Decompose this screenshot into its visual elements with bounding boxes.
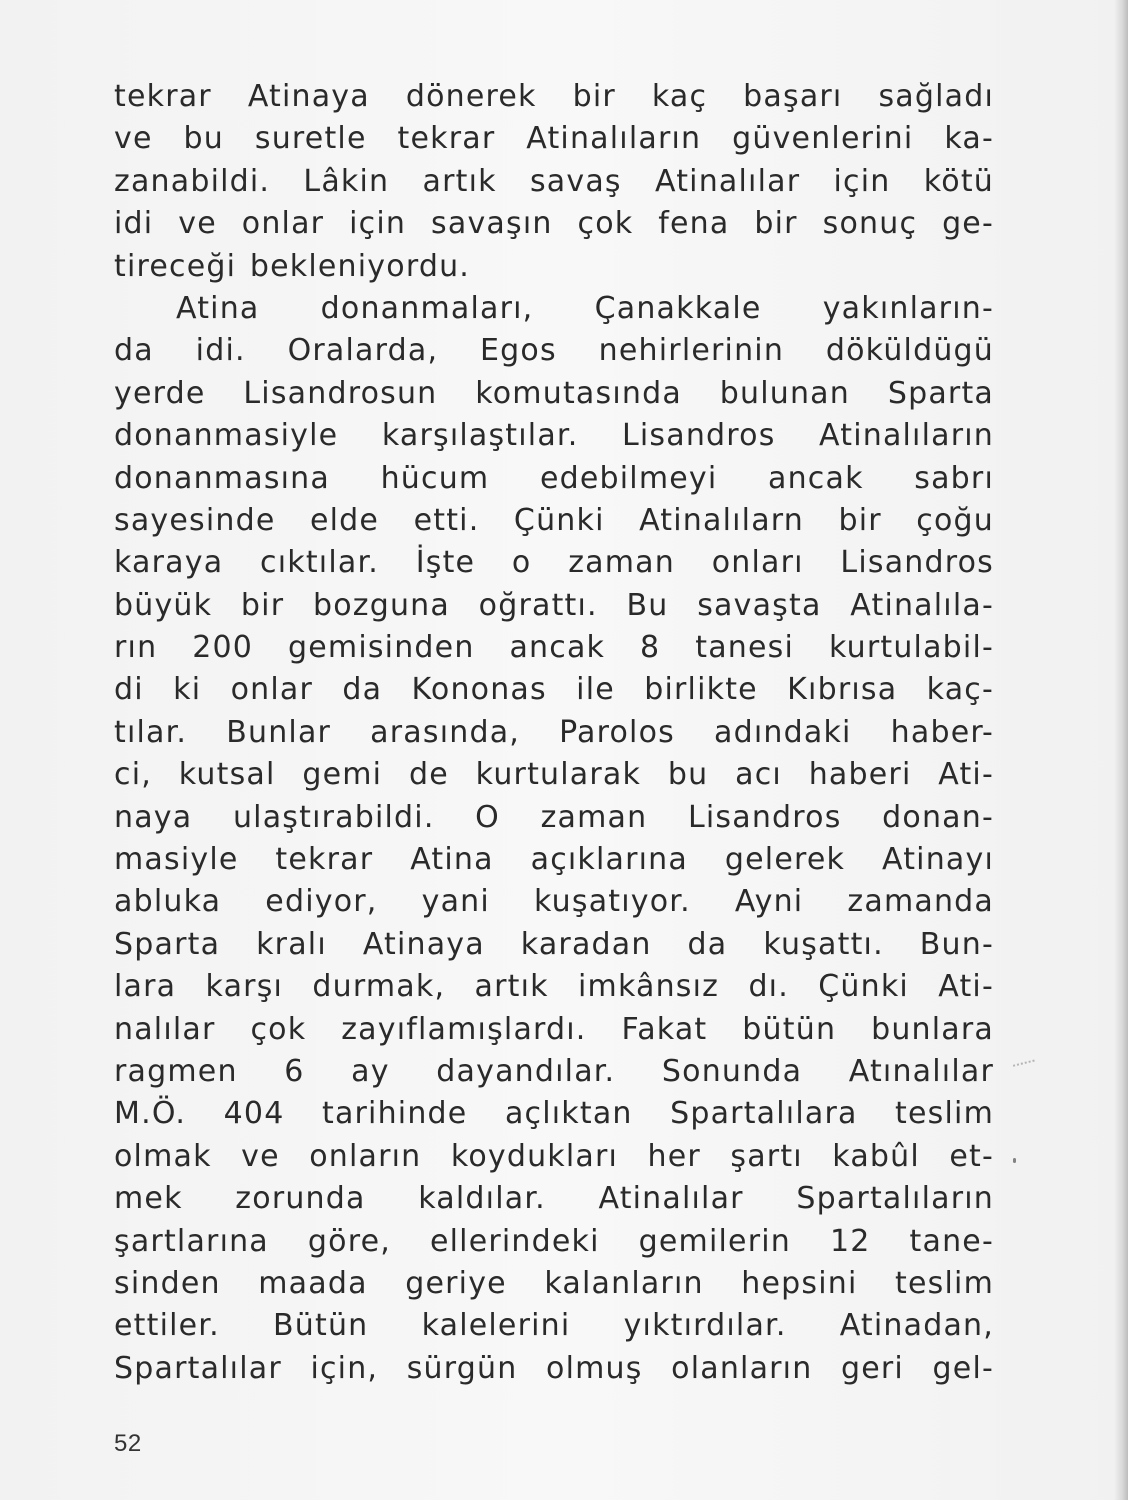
text-line: büyük bir bozguna oğrattı. Bu savaşta Atinalıla- [114,587,994,623]
text-line: yerde Lisandrosun komutasında bulunan Sparta [114,375,994,411]
text-line: Spartalılar için, sürgün olmuş olanların geri gel- [114,1350,994,1386]
page-edge-shadow [1114,0,1128,1500]
text-line: donanmasiyle karşılaştılar. Lisandros Atinalıların [114,418,994,454]
text-line: ragmen 6 ay dayandılar. Sonunda Atınalılar [114,1053,994,1089]
text-line: tekrar Atinaya dönerek bir kaç başarı sağladı [114,79,994,114]
text-line: sinden maada geriye kalanların hepsini teslim [114,1265,994,1301]
text-line: Atina donanmaları, Çanakkale yakınların- [176,290,994,326]
text-line: ci, kutsal gemi de kurtularak bu acı haberi Ati- [114,757,994,793]
text-line: zanabildi. Lâkin artık savaş Atinalılar için kötü [114,163,994,199]
text-line: di ki onlar da Kononas ile birlikte Kıbrısa kaç- [114,672,994,708]
page-number: 52 [114,1430,142,1457]
text-line: nalılar çok zayıflamışlardı. Fakat bütün bunlara [114,1011,994,1047]
text-line: sayesinde elde etti. Çünki Atinalılarn bir çoğu [114,502,994,538]
text-line: lara karşı durmak, artık imkânsız dı. Çünki Ati- [114,969,994,1005]
text-line: rın 200 gemisinden ancak 8 tanesi kurtulabil- [114,630,994,666]
text-line: ettiler. Bütün kalelerini yıktırdılar. Atinadan, [114,1308,994,1344]
text-line: karaya cıktılar. İşte o zaman onları Lisandros [114,545,994,581]
text-line: da idi. Oralarda, Egos nehirlerinin döküldügü [114,333,994,369]
text-line: tılar. Bunlar arasında, Parolos adındaki haber- [114,714,994,750]
text-line: idi ve onlar için savaşın çok fena bir sonuç ge- [114,206,994,242]
text-line: masiyle tekrar Atina açıklarına gelerek Atinayı [114,842,994,878]
text-line: ve bu suretle tekrar Atinalıların güvenlerini ka- [114,121,994,157]
body-text [114,76,994,1390]
ink-speck [1013,1158,1016,1163]
ink-smudge [1013,1060,1037,1077]
text-line: M.Ö. 404 tarihinde açlıktan Spartalılara teslim [114,1096,994,1132]
text-line: abluka ediyor, yani kuşatıyor. Ayni zamanda [114,884,994,920]
text-line: tireceği bekleniyordu. [114,248,471,284]
text-line: şartlarına göre, ellerindeki gemilerin 12 tane- [114,1223,994,1259]
text-line: Sparta kralı Atinaya karadan da kuşattı. Bun- [114,926,994,962]
text-line: naya ulaştırabildi. O zaman Lisandros donan- [114,799,994,835]
text-line: donanmasına hücum edebilmeyi ancak sabrı [114,460,994,496]
text-line: mek zorunda kaldılar. Atinalılar Spartalıların [114,1181,994,1217]
text-line: olmak ve onların koydukları her şartı kabûl et- [114,1138,994,1174]
